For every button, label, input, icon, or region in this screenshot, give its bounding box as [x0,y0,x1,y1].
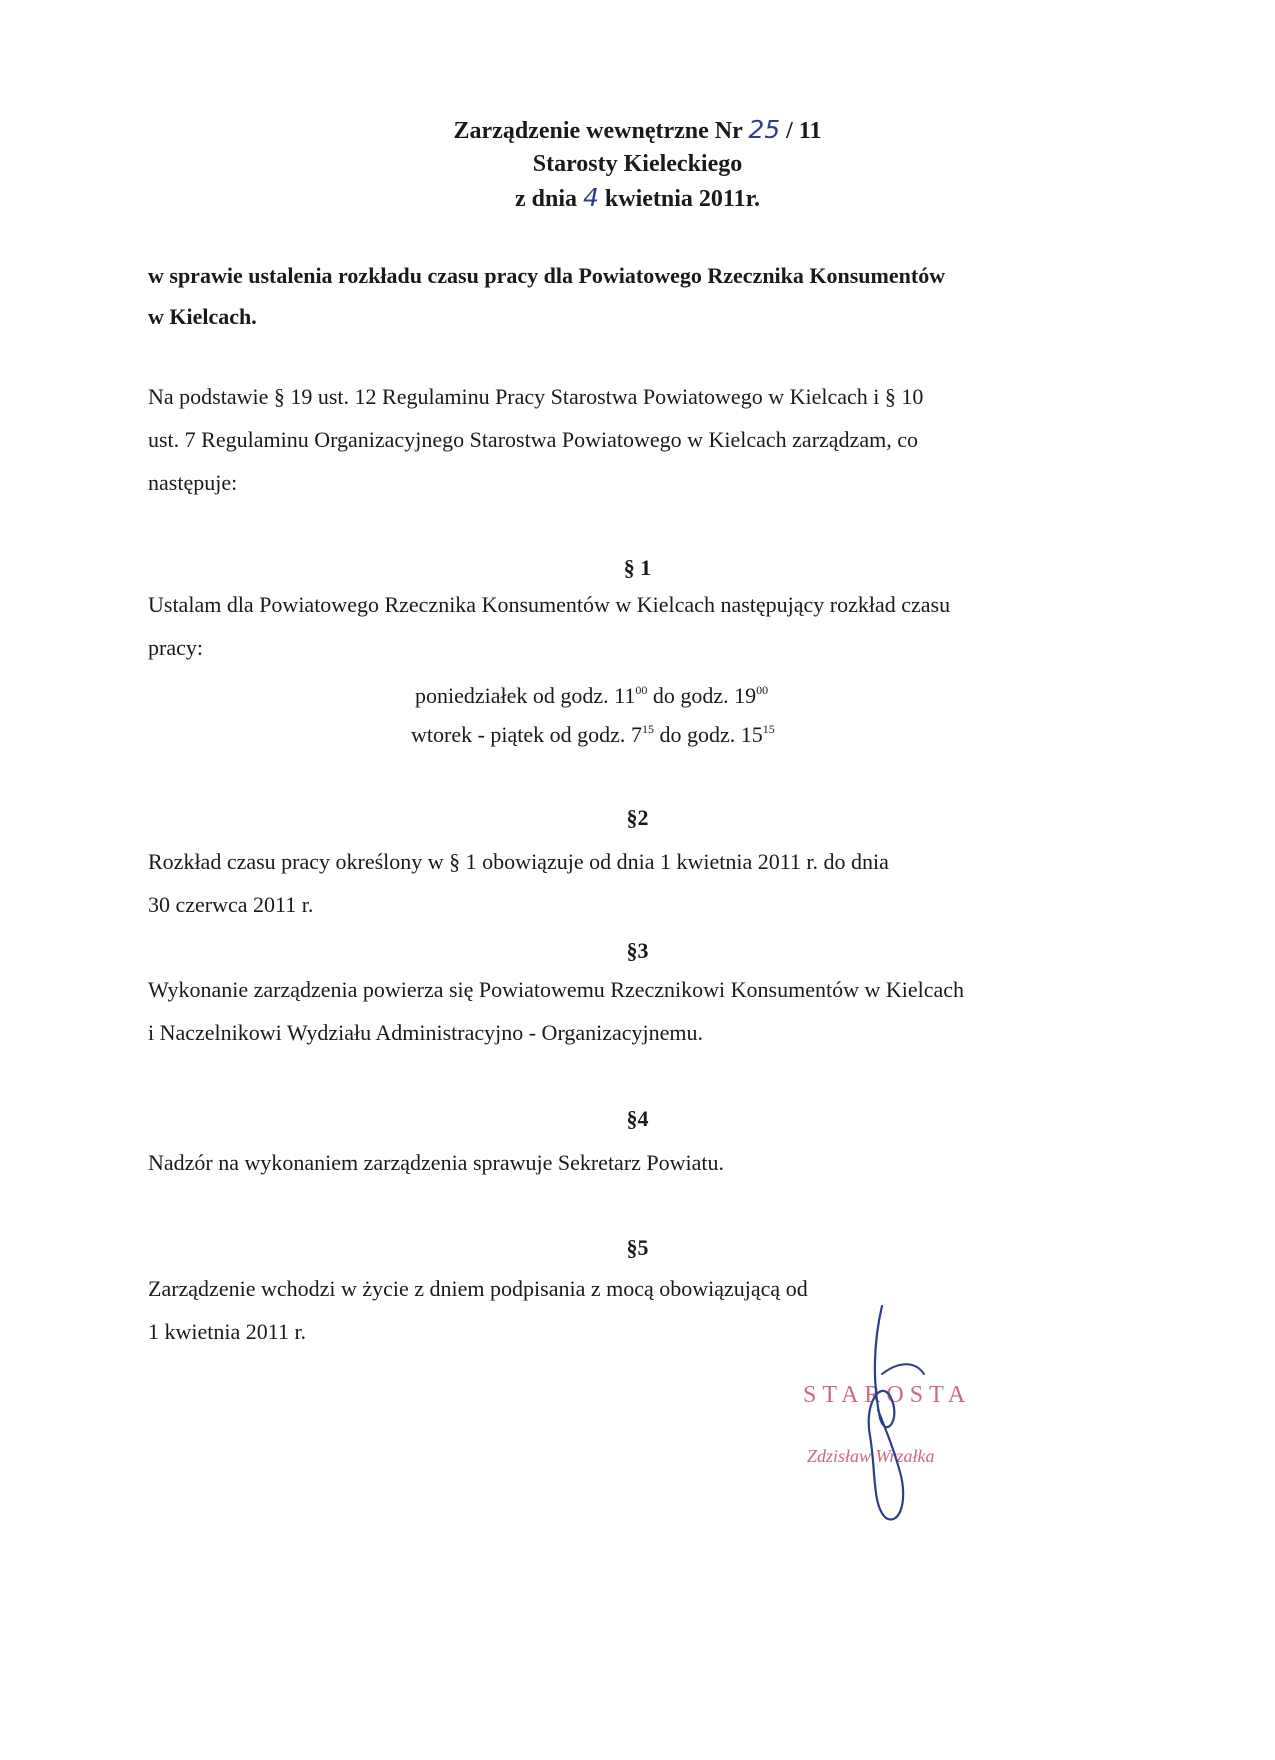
schedule-to-minute: 00 [756,683,769,697]
header-date-suffix: kwietnia 2011r. [598,186,761,212]
handwritten-signature [790,1300,1050,1530]
schedule-label: wtorek - piątek od godz. [411,722,631,747]
preamble-line-3: następuje: [148,470,238,495]
section-3-line-1: Wykonanie zarządzenia powierza się Powiatowemu Rzecznikowi Konsumentów w Kielcach [148,977,965,1002]
section-4-line-1: Nadzór na wykonaniem zarządzenia sprawuje Sekretarz Powiatu. [148,1150,725,1175]
section-2-line-1-text: Rozkład czasu pracy określony w § 1 obowiązuje od dnia 1 kwietnia 2011 r. do dnia [148,849,889,874]
subject-line-2: w Kielcach. [148,304,257,329]
section-3-heading: §3 [626,938,649,963]
schedule-from-minute: 15 [641,722,654,736]
handwritten-day: 4 [582,183,599,212]
document-subject [148,255,1088,337]
stamp-name: Zdzisław Wrzałka [807,1446,935,1466]
section-1-line-2: pracy: [148,635,203,660]
schedule-from-hour: 7 [630,722,642,747]
schedule-row-tuesday-friday [411,722,775,748]
schedule-label: poniedziałek od godz. [415,683,615,708]
section-2-line-2: 30 czerwca 2011 r. [148,892,314,917]
section-3-body [148,968,1088,1054]
section-1-body [148,583,1088,669]
header-date-prefix: z dnia [514,186,583,212]
header-title-prefix: Zarządzenie wewnętrzne Nr [453,118,749,144]
section-2-body [148,840,1088,926]
section-5-line-2: 1 kwietnia 2011 r. [148,1319,307,1344]
schedule-from-hour: 11 [614,683,636,708]
header-line-3 [0,181,1275,216]
section-2-heading: §2 [626,805,649,830]
preamble-line-1: Na podstawie § 19 ust. 12 Regulaminu Pracy Starostwa Powiatowego w Kielcach i § 10 [148,384,924,409]
schedule-to-hour: 19 [734,683,757,708]
schedule-row-monday [415,683,768,709]
section-1-line-1: Ustalam dla Powiatowego Rzecznika Konsumentów w Kielcach następujący rozkład czasu [148,592,951,617]
section-5-heading: §5 [626,1235,649,1260]
section-5-line-1: Zarządzenie wchodzi w życie z dniem podpisania z mocą obowiązującą od [148,1276,808,1301]
header-line-1 [0,113,1275,148]
section-2-line-1 [148,840,1088,883]
section-4-heading: §4 [626,1106,649,1131]
schedule-from-minute: 00 [635,683,648,697]
stamp-title: STAROSTA [803,1382,972,1408]
schedule-mid: do godz. [647,683,735,708]
preamble-line-2: ust. 7 Regulaminu Organizacyjnego Starostwa Powiatowego w Kielcach zarządzam, co [148,427,918,452]
header-line-2: Starosty Kieleckiego [532,151,743,177]
preamble [148,375,1088,504]
document-header [0,113,1275,216]
section-4-body [148,1141,1088,1184]
section-3-line-2: i Naczelnikowi Wydziału Administracyjno - Organizacyjnemu. [148,1020,704,1045]
section-1-heading: § 1 [623,555,652,580]
handwritten-order-number: 25 [748,115,781,144]
subject-line-1: w sprawie ustalenia rozkładu czasu pracy dla Powiatowego Rzecznika Konsumentów [148,263,946,288]
official-stamp [790,1300,1050,1530]
header-title-suffix: / 11 [780,118,822,144]
schedule-to-minute: 15 [762,722,775,736]
schedule-mid: do godz. [653,722,741,747]
schedule-to-hour: 15 [740,722,763,747]
